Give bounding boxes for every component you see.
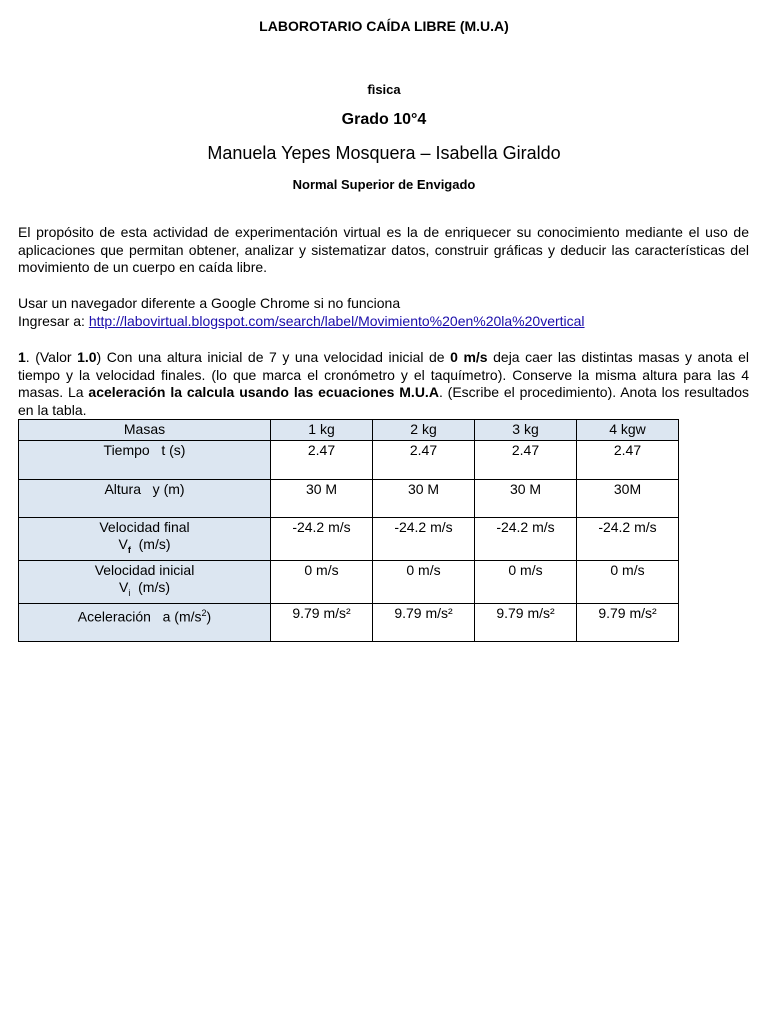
header-cell-mass-2: 2 kg (373, 420, 475, 441)
header-cell-mass-1: 1 kg (271, 420, 373, 441)
symbol-sub-i: i (128, 587, 131, 598)
browser-note (18, 295, 749, 330)
table-cell: 9.79 m/s² (271, 603, 373, 641)
table-cell: -24.2 m/s (577, 518, 679, 561)
table-cell: 2.47 (373, 441, 475, 480)
table-row (19, 518, 679, 561)
question-text-3: deja caer las distintas masas y anota el tiempo y la velocidad finales. (lo que marca el cronómetro y el taquímetro). Conserve la misma altura para las 4 masas. La (18, 349, 749, 400)
table-row (19, 603, 679, 641)
question-emphasis: aceleración la calcula usando las ecuaciones M.U.A (88, 384, 439, 400)
row-label-tiempo: Tiempo t (s) (19, 441, 271, 480)
symbol-unit: (m/s) (130, 536, 171, 552)
document-title: LABOROTARIO CAÍDA LIBRE (M.U.A) (259, 18, 509, 34)
question-paragraph (18, 349, 749, 419)
row-label-line: Velocidad final (99, 519, 190, 535)
authors-label: Manuela Yepes Mosquera – Isabella Giraldo (207, 143, 561, 163)
question-value: 1.0 (77, 349, 97, 365)
row-label-velocidad-final (19, 518, 271, 561)
table-cell: 30 M (373, 480, 475, 518)
grade-label: Grado 10°4 (341, 111, 427, 128)
header-cell-mass-3: 3 kg (475, 420, 577, 441)
row-label-symbol (23, 536, 266, 559)
accel-sup: 2 (201, 607, 207, 618)
table-cell: 2.47 (271, 441, 373, 480)
table-header-row (19, 420, 679, 441)
accel-close: ) (206, 608, 212, 625)
row-label-altura: Altura y (m) (19, 480, 271, 518)
ingresar-label: Ingresar a: (18, 312, 89, 329)
question-speed: 0 m/s (450, 349, 488, 365)
table-row (19, 560, 679, 603)
results-table (18, 419, 679, 642)
table-cell: 2.47 (577, 441, 679, 480)
browser-note-line: Usar un navegador diferente a Google Chrome si no funciona (18, 295, 401, 311)
table-cell: 0 m/s (577, 560, 679, 603)
subject-label: fìsica (367, 82, 401, 97)
table-cell: 30 M (271, 480, 373, 518)
table-cell: -24.2 m/s (475, 518, 577, 561)
question-text-2: ) Con una altura inicial de 7 y una velocidad inicial de (96, 349, 451, 365)
table-cell: 0 m/s (373, 560, 475, 603)
question-text-4: . (Escribe el procedimiento). Anota los resultados en la tabla. (18, 384, 750, 418)
symbol-unit: (m/s) (130, 578, 170, 595)
intro-paragraph: El propósito de esta actividad de experimentación virtual es la de enriquecer su conocimiento mediante el uso de aplicaciones que permitan obtener, analizar y sistematizar datos, construir gráficas y deducir las características del movimiento de un cuerpo en caída libre. (18, 224, 749, 275)
table-cell: -24.2 m/s (373, 518, 475, 561)
school-label: Normal Superior de Envigado (292, 177, 476, 192)
question-number: 1 (18, 349, 26, 365)
table-cell: 2.47 (475, 441, 577, 480)
symbol-sub-f: f (127, 544, 131, 555)
table-cell: -24.2 m/s (271, 518, 373, 561)
row-label-symbol (23, 579, 266, 602)
symbol-v: V (118, 536, 128, 552)
symbol-v: V (119, 578, 129, 595)
table-cell: 30 M (475, 480, 577, 518)
table-cell: 0 m/s (475, 560, 577, 603)
table-cell: 9.79 m/s² (373, 603, 475, 641)
row-label-aceleracion (19, 603, 271, 641)
table-cell: 9.79 m/s² (577, 603, 679, 641)
accel-label: Aceleración a (m/s (77, 608, 202, 625)
table-cell: 0 m/s (271, 560, 373, 603)
labovirtual-link[interactable]: http://labovirtual.blogspot.com/search/label/Movimiento%20en%20la%20vertical (88, 312, 585, 329)
table-row (19, 480, 679, 518)
ingresar-line (18, 313, 749, 331)
row-label-line: Velocidad inicial (94, 561, 195, 578)
header-cell-mass-4: 4 kgw (577, 420, 679, 441)
question-text-1: . (Valor (25, 349, 78, 365)
header-cell-masas: Masas (19, 420, 271, 441)
table-row (19, 441, 679, 480)
row-label-velocidad-inicial (19, 560, 271, 603)
table-cell: 30M (577, 480, 679, 518)
table-cell: 9.79 m/s² (475, 603, 577, 641)
